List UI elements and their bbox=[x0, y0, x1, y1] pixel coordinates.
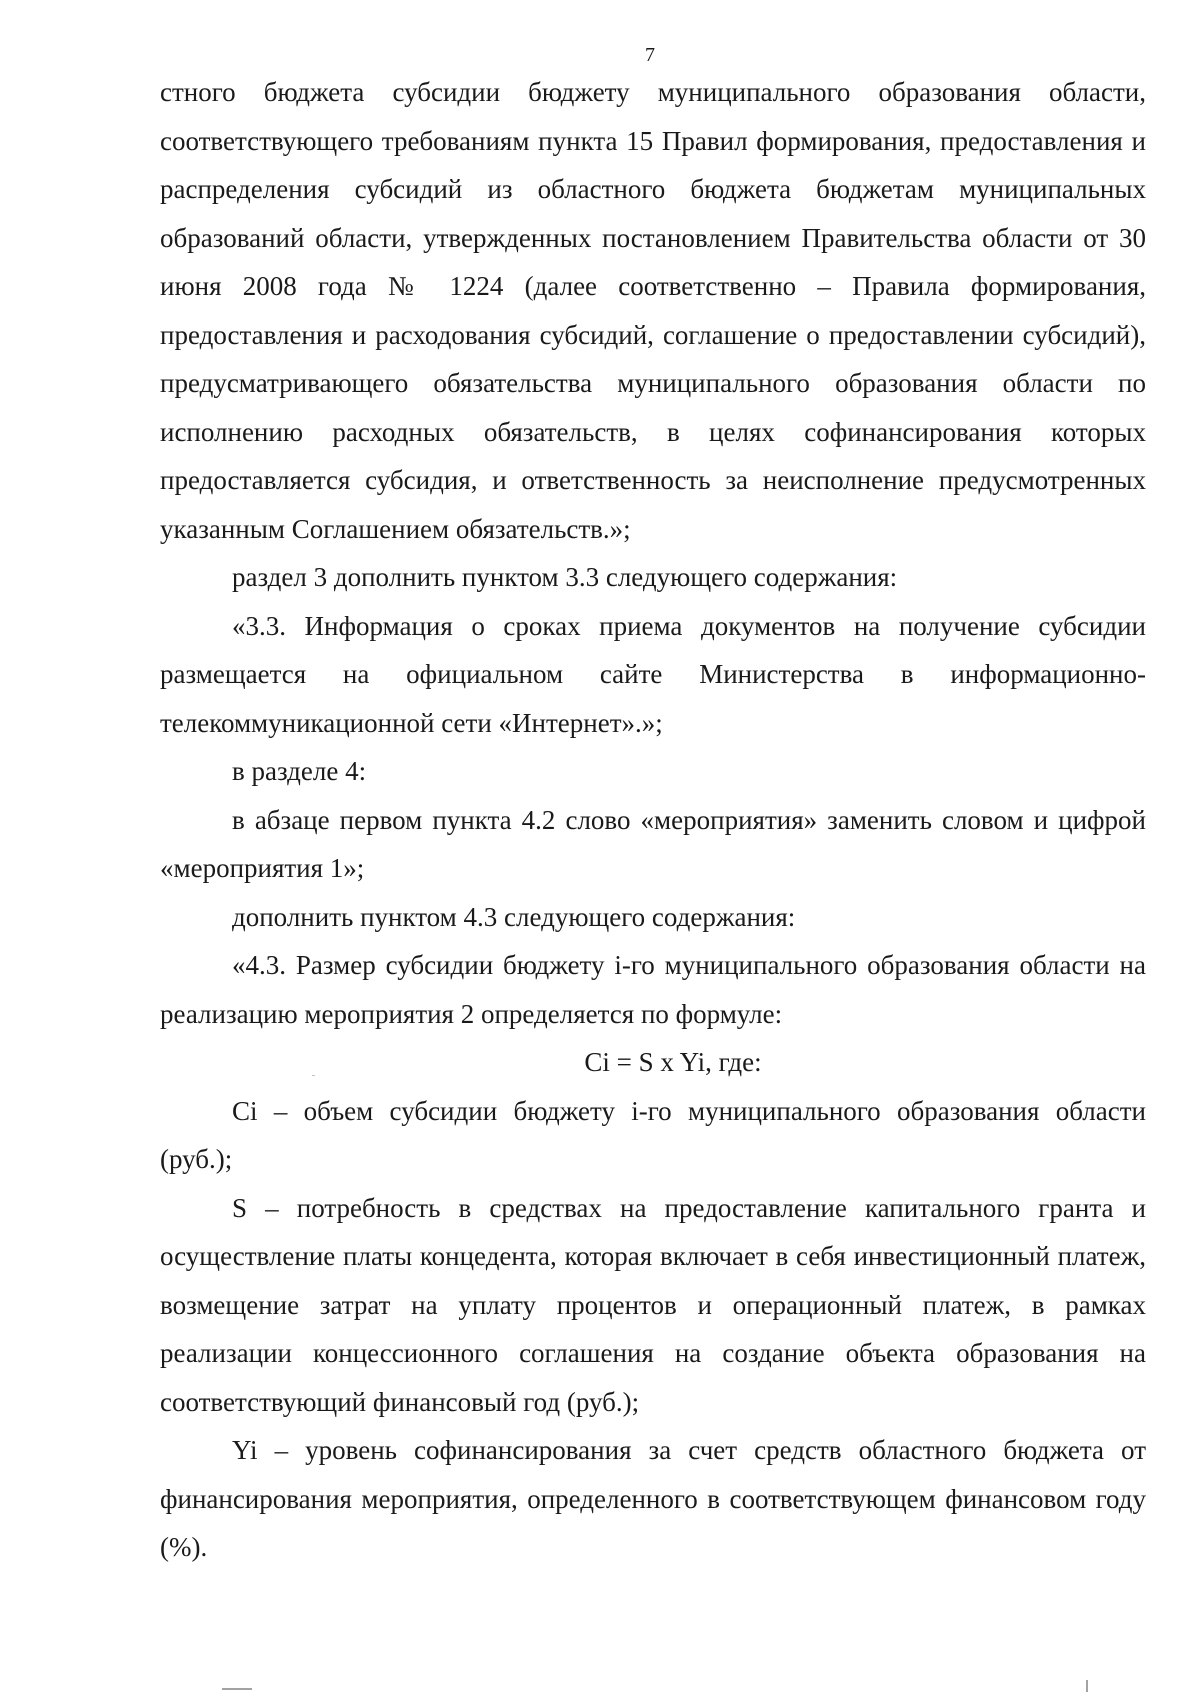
document-body bbox=[160, 68, 1146, 1572]
paragraph-ci-definition: Ci – объем субсидии бюджету i-го муниципального образования области (руб.); bbox=[160, 1095, 1146, 1174]
scan-artifact bbox=[222, 1688, 252, 1690]
paragraph-continuation: стного бюджета субсидии бюджету муниципального образования области, соответствующего требованиям пункта 15 Правил формирования, предоставления и распределения субсидий из областного бюджета бюджетам муниципальных образований области, утвержденных постановлением Правительства области от 30 июня 2008 года № 1224 (далее соответственно – Правила формирования, предоставления и расходования субсидий, соглашение о предоставлении субсидий), предусматривающего обязательства муниципального образования области по исполнению расходных обязательств, в целях софинансирования которых предоставляется субсидия, и ответственность за неисполнение предусмотренных указанным Соглашением обязательств.»; bbox=[160, 77, 1146, 544]
paragraph-section-4: в разделе 4: bbox=[232, 756, 367, 786]
paragraph-clause-3-3: «3.3. Информация о сроках приема документов на получение субсидии размещается на официальном сайте Министерства в информационно-телекоммуникационной сети «Интернет».»; bbox=[160, 610, 1146, 738]
paragraph-section-3: раздел 3 дополнить пунктом 3.3 следующего содержания: bbox=[232, 562, 898, 592]
page-number: 7 bbox=[645, 44, 655, 66]
paragraph-yi-definition: Yi – уровень софинансирования за счет средств областного бюджета от финансирования мероприятия, определенного в соответствующем финансовом году (%). bbox=[160, 1435, 1146, 1562]
formula: Ci = S x Yi, где: bbox=[584, 1047, 762, 1077]
paragraph-clause-4-2: в абзаце первом пункта 4.2 слово «мероприятия» заменить словом и цифрой «мероприятия 1»; bbox=[160, 804, 1146, 883]
paragraph-s-definition: S – потребность в средствах на предоставление капитального гранта и осуществление платы концедента, которая включает в себя инвестиционный платеж, возмещение затрат на уплату процентов и операционный платеж, в рамках реализации концессионного соглашения на создание объекта образования на соответствующий финансовый год (руб.); bbox=[160, 1192, 1146, 1417]
scan-artifact bbox=[312, 1075, 315, 1076]
paragraph-clause-4-3: «4.3. Размер субсидии бюджету i-го муниципального образования области на реализацию мероприятия 2 определяется по формуле: bbox=[160, 950, 1146, 1029]
scan-artifact bbox=[1086, 1680, 1088, 1692]
paragraph-add-4-3: дополнить пунктом 4.3 следующего содержания: bbox=[232, 901, 796, 932]
